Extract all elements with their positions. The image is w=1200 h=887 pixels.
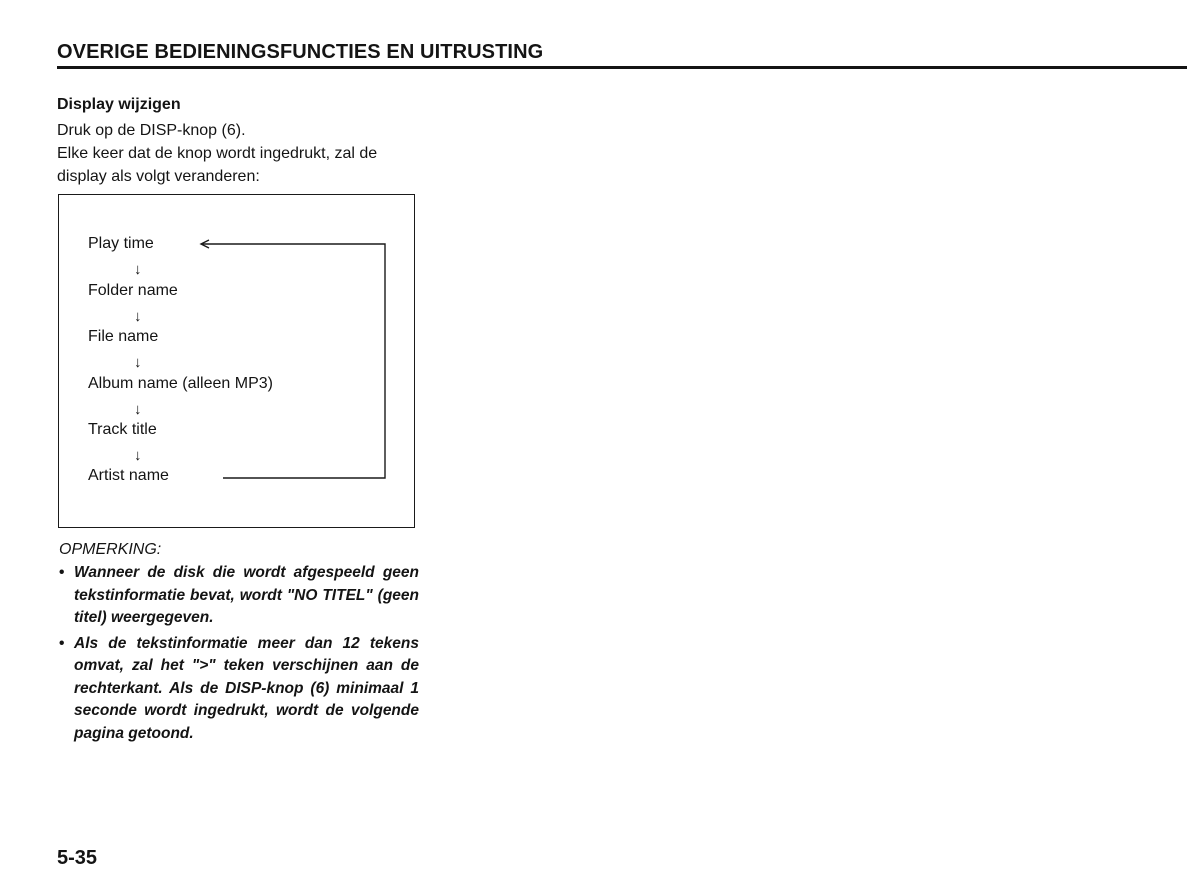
note-item-text: Als de tekstinformatie meer dan 12 tekens omvat, zal het ">" teken verschijnen aan de rechterkant. Als de DISP-knop (6) minimaal 1 seconde wordt ingedrukt, wordt de volgende pagina getoond.	[74, 634, 419, 742]
intro-text	[57, 119, 419, 188]
intro-paragraph: Druk op de DISP-knop (6).	[57, 122, 246, 139]
note-title: OPMERKING:	[59, 541, 162, 558]
flow-item-artist-name: Artist name	[88, 467, 169, 484]
down-arrow-icon: ↓	[134, 261, 142, 278]
down-arrow-icon: ↓	[134, 401, 142, 418]
down-arrow-icon: ↓	[134, 447, 142, 464]
note-item	[57, 562, 419, 630]
note-item	[57, 633, 419, 746]
note-item-text: Wanneer de disk die wordt afgespeeld geen tekstinformatie bevat, wordt "NO TITEL" (geen titel) weergegeven.	[74, 564, 419, 626]
intro-paragraph: Elke keer dat de knop wordt ingedrukt, zal de display als volgt veranderen:	[57, 145, 378, 185]
flow-item-file-name: File name	[88, 328, 159, 345]
down-arrow-icon: ↓	[134, 308, 142, 325]
page-number: 5-35	[57, 847, 98, 869]
down-arrow-icon: ↓	[134, 354, 142, 371]
flow-item-track-title: Track title	[88, 421, 157, 438]
flow-item-play-time: Play time	[88, 235, 154, 252]
flow-item-folder-name: Folder name	[88, 282, 178, 299]
bullet-icon: •	[59, 564, 65, 581]
note-list	[57, 562, 419, 748]
header-rule	[57, 66, 1187, 69]
section-title: Display wijzigen	[57, 96, 181, 113]
bullet-icon: •	[59, 634, 65, 652]
flow-item-album-name: Album name (alleen MP3)	[88, 375, 273, 392]
page-header-title: OVERIGE BEDIENINGSFUNCTIES EN UITRUSTING	[57, 41, 544, 63]
